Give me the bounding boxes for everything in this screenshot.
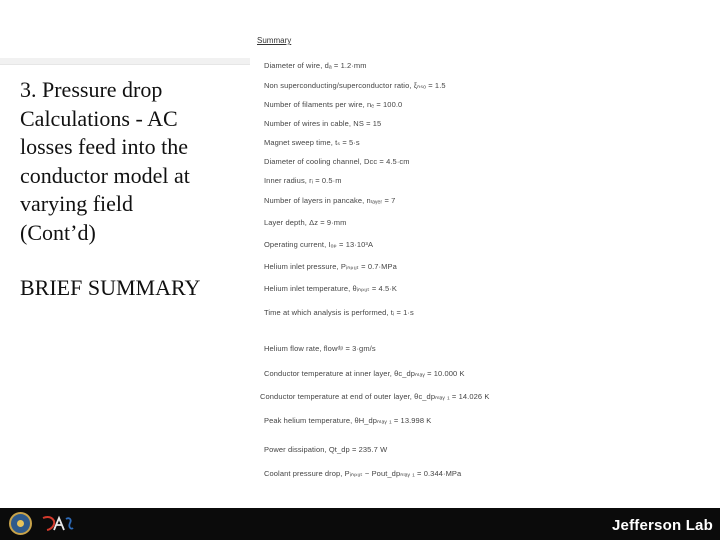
- summary-line: Diameter of wire, dₐ = 1.2·mm: [264, 61, 367, 70]
- summary-line: Magnet sweep time, tₛ = 5·s: [264, 138, 360, 147]
- summary-line: Coolant pressure drop, Pᵢₙₚᵤₜ − Pout_dpₙₗₐᵧ ₁ = 0.344·MPa: [264, 469, 462, 478]
- summary-line: Non superconducting/superconductor ratio, ξₙₛₒ = 1.5: [264, 81, 446, 90]
- summary-line: Power dissipation, Qt_dp = 235.7 W: [264, 445, 388, 454]
- summary-line: Peak helium temperature, θH_dpₙₗₐᵧ ₁ = 13.998 K: [264, 416, 432, 425]
- slide-title: 3. Pressure drop Calculations - AC losses feed into the conductor model at varying field (Cont’d): [20, 77, 190, 245]
- summary-line: Inner radius, rᵢ = 0.5·m: [264, 176, 342, 185]
- summary-line: Number of wires in cable, NS = 15: [264, 119, 382, 128]
- summary-line: Helium inlet pressure, Pᵢₙₚᵤₜ = 0.7·MPa: [264, 262, 397, 271]
- doe-seal-icon: [9, 512, 32, 535]
- summary-line: Operating current, Iₒₚ = 13·10³A: [264, 240, 374, 249]
- summary-line: Conductor temperature at inner layer, θc_dpₙₗₐᵧ = 10.000 K: [264, 369, 465, 378]
- title-band: [0, 0, 250, 65]
- slide-title-block: [20, 76, 245, 303]
- summary-figure: [250, 28, 705, 498]
- summary-line: Number of filaments per wire, nₑ = 100.0: [264, 100, 403, 109]
- summary-line: Helium flow rate, flowᵈᵖ = 3·gm/s: [264, 344, 376, 353]
- jefferson-lab-logo: Jefferson Lab: [612, 517, 713, 534]
- summary-line: Time at which analysis is performed, tᵢ = 1·s: [264, 308, 414, 317]
- summary-line: Diameter of cooling channel, Dᴄᴄ = 4.5·cm: [264, 157, 410, 166]
- summary-line: Layer depth, Δz = 9·mm: [264, 218, 347, 227]
- jsa-logo-icon: [40, 515, 74, 533]
- summary-heading: Summary: [257, 36, 292, 45]
- footer-bar: [0, 508, 720, 540]
- title-band-divider: [0, 58, 250, 64]
- summary-line: Number of layers in pancake, nₗₐᵧₑᵣ = 7: [264, 196, 396, 205]
- slide-subtitle: BRIEF SUMMARY: [20, 275, 201, 300]
- summary-line: Conductor temperature at end of outer layer, θc_dpₙₗₐᵧ ₁ = 14.026 K: [260, 392, 490, 401]
- summary-line: Helium inlet temperature, θᵢₙₚᵤₜ = 4.5·K: [264, 284, 397, 293]
